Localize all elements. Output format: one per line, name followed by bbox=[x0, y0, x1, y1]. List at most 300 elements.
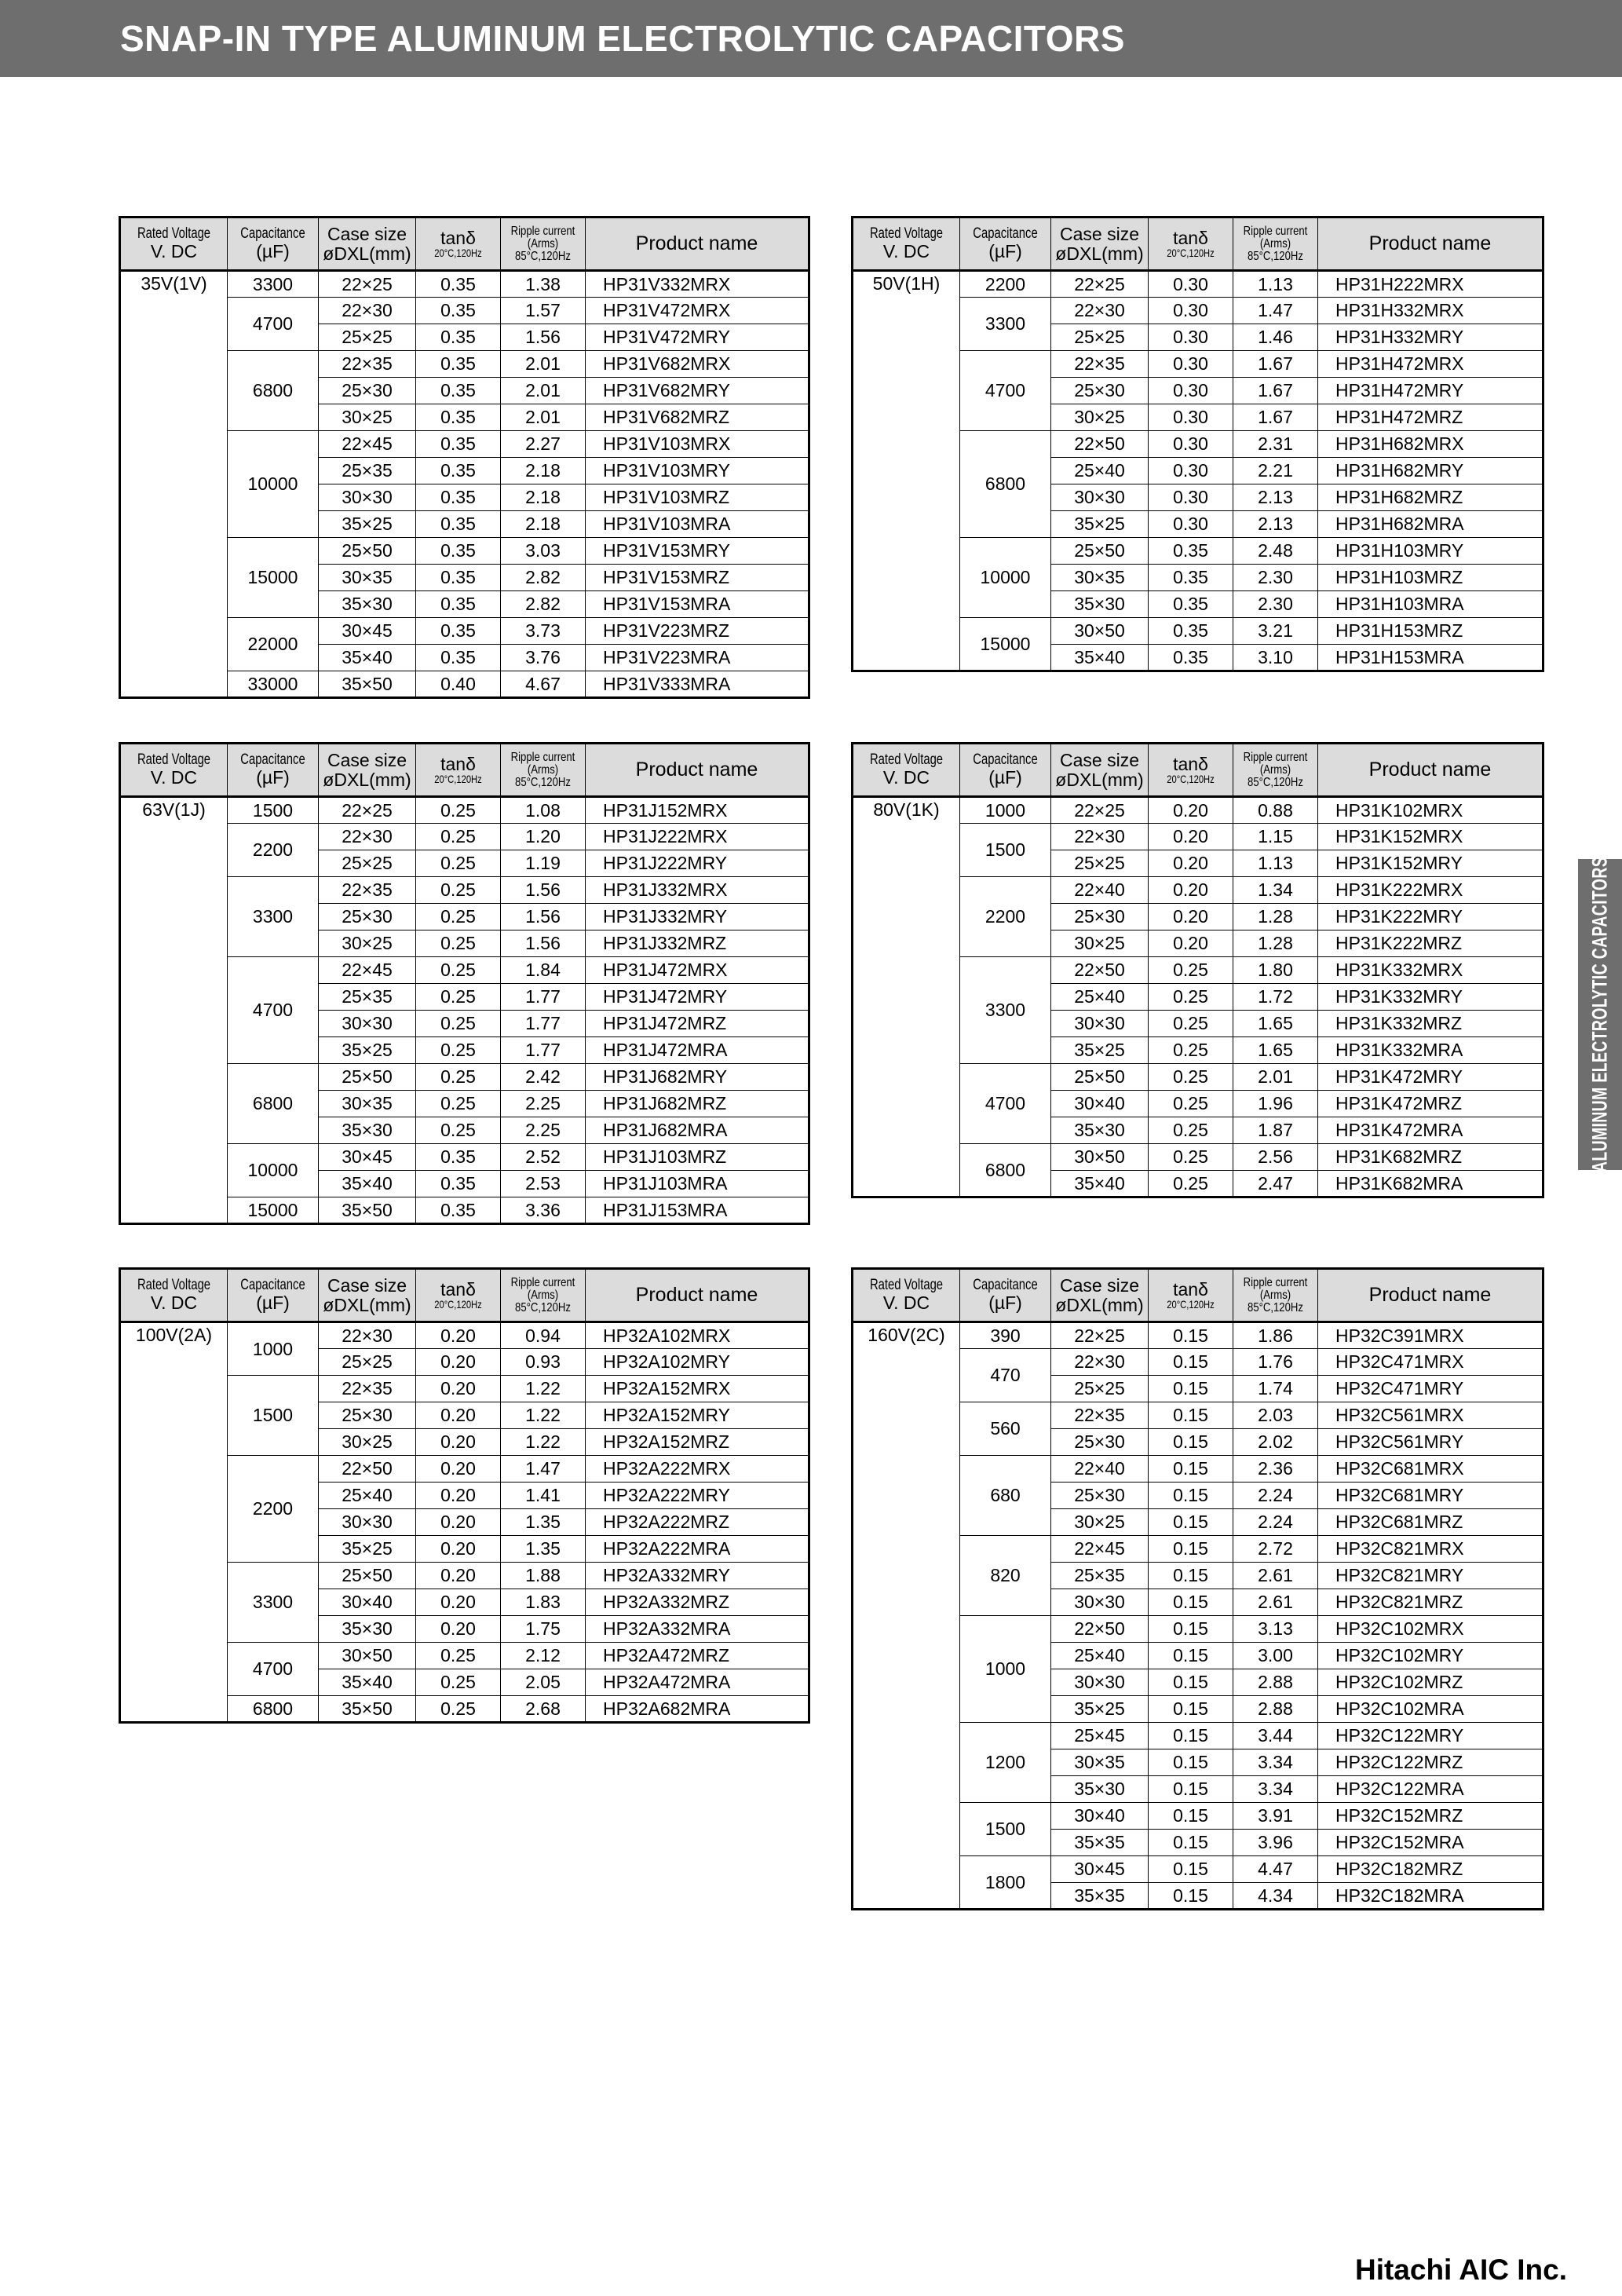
product-name-cell: HP32C152MRZ bbox=[1318, 1803, 1543, 1830]
ripple-current-cell: 1.80 bbox=[1233, 957, 1318, 984]
product-name-cell: HP32A472MRZ bbox=[586, 1643, 809, 1669]
ripple-current-cell: 4.34 bbox=[1233, 1883, 1318, 1910]
tan-delta-cell: 0.25 bbox=[1149, 1117, 1233, 1144]
tan-delta-cell: 0.20 bbox=[416, 1429, 501, 1456]
capacitance-cell: 560 bbox=[960, 1402, 1051, 1456]
ripple-current-cell: 1.67 bbox=[1233, 378, 1318, 404]
product-name-cell: HP31V332MRX bbox=[586, 271, 809, 298]
capacitance-cell: 390 bbox=[960, 1322, 1051, 1349]
capacitance-cell: 15000 bbox=[228, 538, 319, 618]
tan-delta-cell: 0.15 bbox=[1149, 1536, 1233, 1563]
table-row bbox=[120, 797, 809, 824]
case-size-cell: 25×25 bbox=[319, 850, 416, 877]
case-size-cell: 22×35 bbox=[1051, 351, 1149, 378]
case-size-cell: 30×40 bbox=[1051, 1091, 1149, 1117]
tan-delta-cell: 0.30 bbox=[1149, 431, 1233, 458]
capacitance-cell: 6800 bbox=[228, 1696, 319, 1723]
product-name-cell: HP31V682MRY bbox=[586, 378, 809, 404]
spec-table-63v bbox=[119, 742, 810, 1225]
tan-delta-cell: 0.25 bbox=[416, 1669, 501, 1696]
ripple-current-cell: 2.48 bbox=[1233, 538, 1318, 565]
case-size-cell: 30×35 bbox=[1051, 565, 1149, 591]
case-size-cell: 30×30 bbox=[319, 1011, 416, 1037]
ripple-current-cell: 2.18 bbox=[501, 511, 586, 538]
ripple-current-cell: 1.72 bbox=[1233, 984, 1318, 1011]
ripple-current-cell: 2.12 bbox=[501, 1643, 586, 1669]
case-size-cell: 35×30 bbox=[1051, 1776, 1149, 1803]
product-name-cell: HP31H332MRY bbox=[1318, 324, 1543, 351]
product-name-cell: HP31H472MRY bbox=[1318, 378, 1543, 404]
product-name-cell: HP31J332MRZ bbox=[586, 930, 809, 957]
case-size-cell: 25×40 bbox=[319, 1483, 416, 1509]
case-size-cell: 30×25 bbox=[1051, 930, 1149, 957]
tan-delta-cell: 0.25 bbox=[1149, 1091, 1233, 1117]
tan-delta-cell: 0.35 bbox=[1149, 645, 1233, 671]
product-name-cell: HP31V472MRY bbox=[586, 324, 809, 351]
header-text: tanδ bbox=[1173, 1279, 1208, 1300]
product-name-cell: HP31K682MRA bbox=[1318, 1171, 1543, 1197]
header-text: Capacitance bbox=[240, 225, 305, 243]
tan-delta-cell: 0.30 bbox=[1149, 484, 1233, 511]
capacitance-header bbox=[960, 218, 1051, 271]
ripple-current-cell: 2.36 bbox=[1233, 1456, 1318, 1483]
case-size-cell: 25×50 bbox=[319, 1064, 416, 1091]
ripple-current-cell: 2.52 bbox=[501, 1144, 586, 1171]
tan-delta-cell: 0.25 bbox=[416, 1696, 501, 1723]
capacitance-cell: 2200 bbox=[960, 271, 1051, 298]
capacitance-cell: 2200 bbox=[228, 1456, 319, 1563]
ripple-current-cell: 1.56 bbox=[501, 930, 586, 957]
tan-delta-cell: 0.15 bbox=[1149, 1803, 1233, 1830]
case-size-cell: 25×50 bbox=[319, 538, 416, 565]
voltage-header bbox=[853, 1269, 960, 1322]
tan-delta-cell: 0.35 bbox=[416, 378, 501, 404]
ripple-current-header bbox=[1233, 744, 1318, 797]
product-name-cell: HP31J472MRY bbox=[586, 984, 809, 1011]
header-text: øDXL(mm) bbox=[323, 1294, 411, 1315]
tan-delta-cell: 0.15 bbox=[1149, 1830, 1233, 1856]
header-text: øDXL(mm) bbox=[1055, 769, 1144, 790]
case-size-cell: 35×25 bbox=[319, 511, 416, 538]
tan-delta-cell: 0.25 bbox=[1149, 984, 1233, 1011]
header-text: V. DC bbox=[150, 241, 198, 262]
header-text: Capacitance bbox=[240, 1277, 305, 1294]
header-text: tanδ bbox=[440, 228, 476, 249]
case-size-cell: 25×30 bbox=[319, 904, 416, 930]
header-text: 20°C,120Hz bbox=[1167, 773, 1215, 786]
product-name-cell: HP31V472MRX bbox=[586, 298, 809, 324]
ripple-current-cell: 2.01 bbox=[501, 404, 586, 431]
product-name-cell: HP31J103MRA bbox=[586, 1171, 809, 1197]
case-size-cell: 35×40 bbox=[319, 645, 416, 671]
voltage-header bbox=[853, 744, 960, 797]
header-text: 85°C,120Hz bbox=[515, 249, 571, 263]
side-tab-label: ALUMINUM ELECTROLYTIC CAPACITORS bbox=[1587, 856, 1612, 1173]
product-name-cell: HP32C391MRX bbox=[1318, 1322, 1543, 1349]
tan-delta-cell: 0.35 bbox=[416, 591, 501, 618]
case-size-cell: 30×50 bbox=[319, 1643, 416, 1669]
case-size-cell: 22×50 bbox=[1051, 957, 1149, 984]
voltage-header bbox=[853, 218, 960, 271]
ripple-current-cell: 1.35 bbox=[501, 1509, 586, 1536]
product-name-cell: HP31V153MRZ bbox=[586, 565, 809, 591]
header-text: 20°C,120Hz bbox=[434, 773, 482, 786]
tan-delta-cell: 0.15 bbox=[1149, 1749, 1233, 1776]
tan-delta-cell: 0.15 bbox=[1149, 1643, 1233, 1669]
product-name-cell: HP31J332MRX bbox=[586, 877, 809, 904]
capacitance-cell: 6800 bbox=[960, 1144, 1051, 1197]
case-size-cell: 25×25 bbox=[1051, 324, 1149, 351]
tan-delta-header bbox=[1149, 744, 1233, 797]
case-size-cell: 22×35 bbox=[1051, 1402, 1149, 1429]
product-name-cell: HP32A332MRZ bbox=[586, 1589, 809, 1616]
tan-delta-header bbox=[416, 218, 501, 271]
header-text: Ripple current bbox=[1243, 750, 1308, 764]
product-name-cell: HP31H153MRA bbox=[1318, 645, 1543, 671]
tan-delta-cell: 0.25 bbox=[1149, 957, 1233, 984]
ripple-current-cell: 1.46 bbox=[1233, 324, 1318, 351]
case-size-cell: 22×30 bbox=[319, 298, 416, 324]
capacitance-header bbox=[960, 1269, 1051, 1322]
case-size-cell: 22×25 bbox=[1051, 271, 1149, 298]
ripple-current-cell: 2.61 bbox=[1233, 1563, 1318, 1589]
ripple-current-cell: 2.18 bbox=[501, 458, 586, 484]
product-name-cell: HP31H682MRZ bbox=[1318, 484, 1543, 511]
tan-delta-cell: 0.35 bbox=[416, 511, 501, 538]
case-size-cell: 22×45 bbox=[1051, 1536, 1149, 1563]
tan-delta-cell: 0.25 bbox=[416, 1064, 501, 1091]
tan-delta-cell: 0.25 bbox=[416, 1643, 501, 1669]
product-name-cell: HP32C821MRZ bbox=[1318, 1589, 1543, 1616]
product-name-cell: HP32C152MRA bbox=[1318, 1830, 1543, 1856]
product-name-cell: HP32A152MRY bbox=[586, 1402, 809, 1429]
header-text: Product name bbox=[635, 759, 758, 781]
product-name-cell: HP32A222MRA bbox=[586, 1536, 809, 1563]
tan-delta-cell: 0.15 bbox=[1149, 1563, 1233, 1589]
case-size-cell: 30×30 bbox=[1051, 1589, 1149, 1616]
product-name-header bbox=[586, 744, 809, 797]
header-text: øDXL(mm) bbox=[1055, 1294, 1144, 1315]
capacitance-cell: 1000 bbox=[228, 1322, 319, 1376]
capacitance-cell: 1000 bbox=[960, 797, 1051, 824]
case-size-cell: 25×30 bbox=[1051, 378, 1149, 404]
tan-delta-cell: 0.15 bbox=[1149, 1589, 1233, 1616]
product-name-header bbox=[1318, 744, 1543, 797]
capacitance-cell: 6800 bbox=[228, 351, 319, 431]
case-size-cell: 30×30 bbox=[1051, 1669, 1149, 1696]
tan-delta-cell: 0.25 bbox=[416, 850, 501, 877]
case-size-cell: 30×25 bbox=[319, 930, 416, 957]
tan-delta-cell: 0.25 bbox=[1149, 1171, 1233, 1197]
case-size-cell: 22×40 bbox=[1051, 877, 1149, 904]
case-size-cell: 25×40 bbox=[1051, 458, 1149, 484]
case-size-cell: 22×25 bbox=[319, 797, 416, 824]
header-text: (µF) bbox=[256, 767, 290, 788]
tan-delta-cell: 0.25 bbox=[416, 824, 501, 850]
tan-delta-header bbox=[1149, 218, 1233, 271]
tan-delta-cell: 0.20 bbox=[416, 1402, 501, 1429]
ripple-current-cell: 3.21 bbox=[1233, 618, 1318, 645]
capacitance-cell: 1500 bbox=[960, 1803, 1051, 1856]
header-text: tanδ bbox=[440, 754, 476, 775]
product-name-cell: HP32A332MRA bbox=[586, 1616, 809, 1643]
ripple-current-cell: 1.13 bbox=[1233, 271, 1318, 298]
product-name-cell: HP32A102MRY bbox=[586, 1349, 809, 1376]
product-name-cell: HP31V153MRY bbox=[586, 538, 809, 565]
product-name-cell: HP31V682MRX bbox=[586, 351, 809, 378]
header-text: (Arms) bbox=[1259, 762, 1291, 777]
capacitance-cell: 680 bbox=[960, 1456, 1051, 1536]
header-text: (µF) bbox=[256, 241, 290, 262]
tan-delta-cell: 0.35 bbox=[416, 431, 501, 458]
tan-delta-cell: 0.25 bbox=[416, 930, 501, 957]
tan-delta-header bbox=[416, 744, 501, 797]
header-text: 20°C,120Hz bbox=[434, 247, 482, 260]
ripple-current-cell: 3.76 bbox=[501, 645, 586, 671]
capacitance-cell: 6800 bbox=[960, 431, 1051, 538]
ripple-current-cell: 1.22 bbox=[501, 1429, 586, 1456]
product-name-cell: HP32A682MRA bbox=[586, 1696, 809, 1723]
case-size-cell: 30×45 bbox=[319, 618, 416, 645]
case-size-cell: 25×40 bbox=[1051, 1643, 1149, 1669]
ripple-current-cell: 2.24 bbox=[1233, 1509, 1318, 1536]
ripple-current-cell: 1.75 bbox=[501, 1616, 586, 1643]
product-name-cell: HP31J682MRY bbox=[586, 1064, 809, 1091]
ripple-current-cell: 2.18 bbox=[501, 484, 586, 511]
spec-table-80v bbox=[851, 742, 1544, 1198]
tan-delta-cell: 0.40 bbox=[416, 671, 501, 698]
case-size-cell: 25×35 bbox=[319, 984, 416, 1011]
ripple-current-header bbox=[501, 218, 586, 271]
ripple-current-cell: 2.72 bbox=[1233, 1536, 1318, 1563]
tan-delta-cell: 0.35 bbox=[416, 484, 501, 511]
ripple-current-cell: 1.77 bbox=[501, 1011, 586, 1037]
header-text: (µF) bbox=[988, 767, 1022, 788]
product-name-cell: HP31V103MRX bbox=[586, 431, 809, 458]
case-size-cell: 35×25 bbox=[319, 1037, 416, 1064]
table-row bbox=[853, 271, 1543, 298]
case-size-cell: 30×35 bbox=[1051, 1749, 1149, 1776]
tan-delta-cell: 0.35 bbox=[1149, 618, 1233, 645]
rated-voltage-cell: 160V(2C) bbox=[853, 1322, 960, 1910]
product-name-cell: HP31K222MRX bbox=[1318, 877, 1543, 904]
tan-delta-cell: 0.25 bbox=[1149, 1064, 1233, 1091]
header-text: øDXL(mm) bbox=[323, 243, 411, 264]
header-text: Ripple current bbox=[1243, 224, 1308, 238]
product-name-cell: HP32C182MRA bbox=[1318, 1883, 1543, 1910]
ripple-current-cell: 1.22 bbox=[501, 1402, 586, 1429]
ripple-current-cell: 1.08 bbox=[501, 797, 586, 824]
ripple-current-cell: 2.53 bbox=[501, 1171, 586, 1197]
product-name-header bbox=[586, 218, 809, 271]
capacitance-cell: 2200 bbox=[228, 824, 319, 877]
product-name-cell: HP31H222MRX bbox=[1318, 271, 1543, 298]
capacitance-header bbox=[960, 744, 1051, 797]
case-size-cell: 22×35 bbox=[319, 1376, 416, 1402]
ripple-current-cell: 2.82 bbox=[501, 591, 586, 618]
case-size-cell: 30×35 bbox=[319, 1091, 416, 1117]
header-text: Product name bbox=[1368, 759, 1492, 781]
product-name-cell: HP31J682MRA bbox=[586, 1117, 809, 1144]
case-size-cell: 25×25 bbox=[1051, 850, 1149, 877]
product-name-cell: HP31K332MRX bbox=[1318, 957, 1543, 984]
product-name-cell: HP31H103MRY bbox=[1318, 538, 1543, 565]
case-size-cell: 22×45 bbox=[319, 957, 416, 984]
header-text: V. DC bbox=[150, 767, 198, 788]
tan-delta-cell: 0.35 bbox=[416, 324, 501, 351]
product-name-cell: HP32C102MRA bbox=[1318, 1696, 1543, 1723]
tan-delta-cell: 0.35 bbox=[1149, 565, 1233, 591]
header-text: (Arms) bbox=[527, 236, 559, 250]
capacitance-header bbox=[228, 218, 319, 271]
product-name-cell: HP32A222MRZ bbox=[586, 1509, 809, 1536]
header-text: Product name bbox=[635, 232, 758, 255]
tan-delta-cell: 0.35 bbox=[1149, 591, 1233, 618]
product-name-cell: HP31H682MRX bbox=[1318, 431, 1543, 458]
header-text: øDXL(mm) bbox=[1055, 243, 1144, 264]
header-text: (Arms) bbox=[527, 762, 559, 777]
product-name-cell: HP31K472MRY bbox=[1318, 1064, 1543, 1091]
product-name-header bbox=[1318, 218, 1543, 271]
capacitance-cell: 1000 bbox=[960, 1616, 1051, 1723]
ripple-current-cell: 1.77 bbox=[501, 1037, 586, 1064]
voltage-header bbox=[120, 218, 228, 271]
spec-table-50v bbox=[851, 216, 1544, 672]
tan-delta-cell: 0.25 bbox=[416, 904, 501, 930]
ripple-current-cell: 1.35 bbox=[501, 1536, 586, 1563]
capacitance-cell: 4700 bbox=[960, 351, 1051, 431]
header-text: øDXL(mm) bbox=[323, 769, 411, 790]
capacitance-cell: 4700 bbox=[960, 1064, 1051, 1144]
case-size-cell: 30×25 bbox=[1051, 1509, 1149, 1536]
table-row bbox=[853, 1322, 1543, 1349]
product-name-cell: HP32C122MRY bbox=[1318, 1723, 1543, 1749]
tan-delta-cell: 0.20 bbox=[1149, 904, 1233, 930]
header-text: Rated Voltage bbox=[869, 751, 944, 769]
header-text: Rated Voltage bbox=[869, 1277, 944, 1294]
tan-delta-cell: 0.35 bbox=[416, 618, 501, 645]
tan-delta-cell: 0.25 bbox=[416, 1011, 501, 1037]
product-name-cell: HP32C102MRZ bbox=[1318, 1669, 1543, 1696]
table-row bbox=[120, 271, 809, 298]
ripple-current-cell: 1.20 bbox=[501, 824, 586, 850]
tan-delta-cell: 0.35 bbox=[416, 271, 501, 298]
table-row bbox=[120, 1322, 809, 1349]
product-name-cell: HP31K152MRX bbox=[1318, 824, 1543, 850]
tan-delta-cell: 0.30 bbox=[1149, 458, 1233, 484]
case-size-cell: 30×50 bbox=[1051, 618, 1149, 645]
capacitance-cell: 6800 bbox=[228, 1064, 319, 1144]
header-text: 85°C,120Hz bbox=[1248, 249, 1303, 263]
product-name-cell: HP31J103MRZ bbox=[586, 1144, 809, 1171]
product-name-cell: HP31H103MRA bbox=[1318, 591, 1543, 618]
header-text: V. DC bbox=[882, 241, 930, 262]
capacitance-cell: 3300 bbox=[228, 877, 319, 957]
capacitance-cell: 3300 bbox=[960, 298, 1051, 351]
ripple-current-cell: 1.56 bbox=[501, 877, 586, 904]
product-name-cell: HP31H153MRZ bbox=[1318, 618, 1543, 645]
ripple-current-cell: 3.03 bbox=[501, 538, 586, 565]
ripple-current-cell: 3.34 bbox=[1233, 1749, 1318, 1776]
case-size-cell: 30×45 bbox=[1051, 1856, 1149, 1883]
header-text: Rated Voltage bbox=[137, 751, 211, 769]
case-size-cell: 35×30 bbox=[319, 1117, 416, 1144]
ripple-current-cell: 3.13 bbox=[1233, 1616, 1318, 1643]
product-name-cell: HP31J222MRY bbox=[586, 850, 809, 877]
ripple-current-cell: 2.25 bbox=[501, 1117, 586, 1144]
case-size-cell: 30×35 bbox=[319, 565, 416, 591]
capacitance-cell: 470 bbox=[960, 1349, 1051, 1402]
case-size-cell: 30×45 bbox=[319, 1144, 416, 1171]
capacitance-cell: 15000 bbox=[228, 1197, 319, 1224]
tan-delta-cell: 0.20 bbox=[416, 1509, 501, 1536]
case-size-cell: 30×30 bbox=[319, 1509, 416, 1536]
header-text: tanδ bbox=[1173, 228, 1208, 249]
product-name-cell: HP31K332MRA bbox=[1318, 1037, 1543, 1064]
tan-delta-cell: 0.25 bbox=[416, 877, 501, 904]
tan-delta-cell: 0.25 bbox=[1149, 1011, 1233, 1037]
product-name-cell: HP31V682MRZ bbox=[586, 404, 809, 431]
tan-delta-cell: 0.25 bbox=[1149, 1037, 1233, 1064]
tan-delta-cell: 0.30 bbox=[1149, 351, 1233, 378]
product-name-cell: HP31V333MRA bbox=[586, 671, 809, 698]
rated-voltage-cell: 63V(1J) bbox=[120, 797, 228, 1224]
tan-delta-cell: 0.15 bbox=[1149, 1776, 1233, 1803]
capacitance-cell: 1500 bbox=[228, 1376, 319, 1456]
capacitance-cell: 10000 bbox=[960, 538, 1051, 618]
product-name-cell: HP31V153MRA bbox=[586, 591, 809, 618]
ripple-current-cell: 1.28 bbox=[1233, 904, 1318, 930]
ripple-current-cell: 2.27 bbox=[501, 431, 586, 458]
header-bar bbox=[0, 0, 1622, 77]
header-text: (µF) bbox=[256, 1292, 290, 1314]
product-name-cell: HP32C561MRX bbox=[1318, 1402, 1543, 1429]
capacitance-cell: 10000 bbox=[228, 431, 319, 538]
header-text: Case size bbox=[1060, 224, 1139, 245]
tan-delta-cell: 0.15 bbox=[1149, 1456, 1233, 1483]
capacitance-cell: 2200 bbox=[960, 877, 1051, 957]
tan-delta-cell: 0.25 bbox=[416, 1091, 501, 1117]
tan-delta-cell: 0.15 bbox=[1149, 1616, 1233, 1643]
product-name-cell: HP32C102MRX bbox=[1318, 1616, 1543, 1643]
ripple-current-cell: 2.61 bbox=[1233, 1589, 1318, 1616]
product-name-cell: HP32C471MRY bbox=[1318, 1376, 1543, 1402]
ripple-current-cell: 1.88 bbox=[501, 1563, 586, 1589]
header-text: 20°C,120Hz bbox=[1167, 247, 1215, 260]
product-name-cell: HP31K472MRZ bbox=[1318, 1091, 1543, 1117]
capacitance-cell: 3300 bbox=[228, 1563, 319, 1643]
ripple-current-cell: 1.22 bbox=[501, 1376, 586, 1402]
case-size-cell: 35×25 bbox=[1051, 1696, 1149, 1723]
tan-delta-cell: 0.35 bbox=[416, 298, 501, 324]
ripple-current-cell: 2.88 bbox=[1233, 1669, 1318, 1696]
ripple-current-cell: 1.56 bbox=[501, 904, 586, 930]
tan-delta-cell: 0.20 bbox=[416, 1322, 501, 1349]
ripple-current-cell: 1.74 bbox=[1233, 1376, 1318, 1402]
tan-delta-cell: 0.30 bbox=[1149, 404, 1233, 431]
header-text: Rated Voltage bbox=[137, 1277, 211, 1294]
case-size-cell: 35×35 bbox=[1051, 1830, 1149, 1856]
case-size-cell: 30×30 bbox=[1051, 1011, 1149, 1037]
tan-delta-cell: 0.15 bbox=[1149, 1669, 1233, 1696]
tan-delta-cell: 0.20 bbox=[416, 1349, 501, 1376]
case-size-cell: 30×40 bbox=[319, 1589, 416, 1616]
product-name-cell: HP32A332MRY bbox=[586, 1563, 809, 1589]
case-size-cell: 25×25 bbox=[319, 1349, 416, 1376]
header-text: Case size bbox=[327, 1275, 407, 1296]
ripple-current-cell: 2.03 bbox=[1233, 1402, 1318, 1429]
case-size-cell: 30×25 bbox=[319, 404, 416, 431]
